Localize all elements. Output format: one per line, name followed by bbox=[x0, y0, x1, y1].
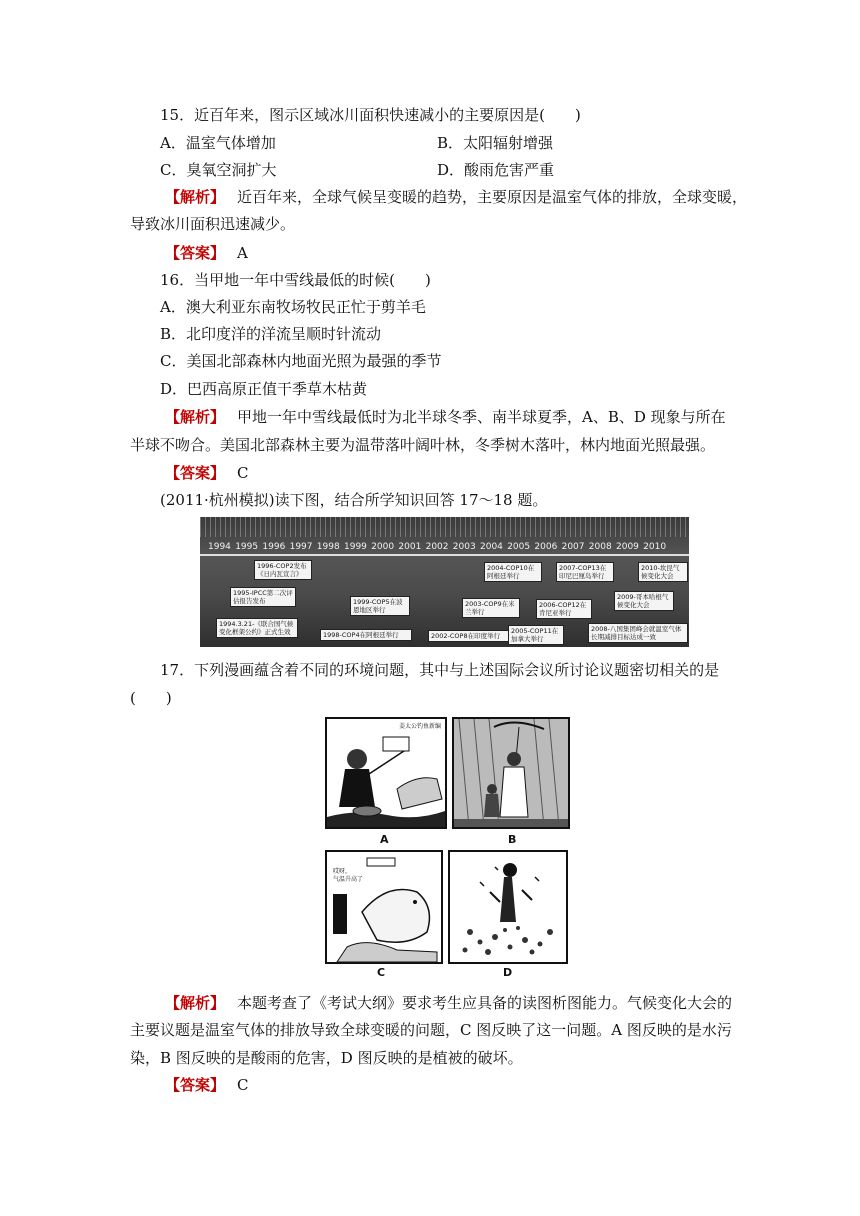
timeline-year-label: 1998 bbox=[316, 542, 340, 552]
q16-option-d: D．巴西高原正值干季草木枯黄 bbox=[160, 380, 368, 398]
timeline-event: 1996-COP2发布《日内瓦宣言》 bbox=[254, 560, 312, 580]
q16-option-c: C．美国北部森林内地面光照为最强的季节 bbox=[160, 352, 442, 370]
timeline-year-label: 2007 bbox=[561, 542, 585, 552]
q17-stem-line2: ( ) bbox=[130, 689, 172, 707]
timeline-year-label: 2009 bbox=[616, 542, 639, 552]
timeline-event: 2007-COP13在印尼巴厘岛举行 bbox=[556, 562, 614, 582]
fisherman-illustration bbox=[327, 719, 445, 827]
q17-stem-line1: 17．下列漫画蕴含着不同的环境问题，其中与上述国际会议所讨论议题密切相关的是 bbox=[160, 661, 720, 679]
timeline-year-label: 2004 bbox=[480, 542, 503, 552]
answer-tag: 【答案】 bbox=[165, 1076, 226, 1094]
timeline-year-label: 1995 bbox=[235, 542, 259, 552]
timeline-event: 2005-COP11在加拿大举行 bbox=[508, 625, 564, 645]
timeline-ruler bbox=[200, 517, 689, 537]
q17-answer bbox=[165, 1074, 249, 1096]
timeline-axis bbox=[200, 554, 689, 556]
q16-option-b: B．北印度洋的洋流呈顺时针流动 bbox=[160, 325, 382, 343]
acid-rain-illustration bbox=[454, 719, 568, 827]
timeline-year-label: 1994 bbox=[208, 542, 231, 552]
q15-answer bbox=[165, 242, 248, 264]
timeline-event: 2009-哥本哈根气候变化大会 bbox=[614, 591, 674, 611]
timeline-event: 1999-COP5在波恩地区举行 bbox=[350, 596, 410, 616]
timeline-event: 2006-COP12在肯尼亚举行 bbox=[536, 599, 592, 619]
timeline-year-label: 2000 bbox=[371, 542, 395, 552]
q15-analysis bbox=[165, 186, 747, 208]
timeline-year-label: 1997 bbox=[289, 542, 313, 552]
q15-option-b: B．太阳辐射增强 bbox=[437, 134, 554, 152]
answer-tag: 【答案】 bbox=[165, 464, 226, 482]
q16-stem: 16．当甲地一年中雪线最低的时候( ) bbox=[160, 271, 431, 289]
answer-tag: 【答案】 bbox=[165, 244, 226, 262]
q15-stem: 15．近百年来，图示区域冰川面积快速减小的主要原因是( ) bbox=[160, 106, 581, 124]
cartoon-c-caption: C bbox=[377, 966, 386, 979]
q16-answer bbox=[165, 462, 249, 484]
q15-answer-value: A bbox=[237, 244, 248, 262]
timeline-event: 1994.3.21-《联合国气候变化框架公约》正式生效 bbox=[216, 618, 298, 638]
timeline-event: 2003-COP9在米兰举行 bbox=[462, 598, 520, 618]
q16-analysis bbox=[165, 406, 726, 428]
timeline-event: 2004-COP10在阿根廷举行 bbox=[484, 562, 542, 582]
cartoon-a-sign: 姜太公钓鱼新编 bbox=[399, 723, 442, 730]
q16-answer-value: C bbox=[237, 464, 249, 482]
timeline-year-label: 1999 bbox=[344, 542, 367, 552]
cartoon-c-global-warming bbox=[325, 850, 443, 964]
q17-analysis bbox=[165, 992, 732, 1014]
timeline-year-label: 2006 bbox=[534, 542, 558, 552]
q15-option-a: A．温室气体增加 bbox=[160, 134, 276, 152]
q15-analysis-line1: 近百年来，全球气候呈变暖的趋势，主要原因是温室气体的排放，全球变暖， bbox=[237, 188, 748, 206]
intro-text: (2011·杭州模拟)读下图，结合所学知识回答 17～18 题。 bbox=[160, 491, 548, 509]
q16-option-a: A．澳大利亚东南牧场牧民正忙于剪羊毛 bbox=[160, 298, 426, 316]
timeline-year-label: 2008 bbox=[588, 542, 612, 552]
cartoon-a-caption: A bbox=[380, 833, 389, 846]
q16-analysis-line2: 半球不吻合。美国北部森林主要为温带落叶阔叶林，冬季树木落叶，林内地面光照最强。 bbox=[130, 436, 716, 454]
q17-analysis-line1: 本题考查了《考试大纲》要求考生应具备的读图析图能力。气候变化大会的 bbox=[237, 994, 733, 1012]
timeline-year-label: 1996 bbox=[262, 542, 286, 552]
timeline-event: 2002-COP8在印度举行 bbox=[428, 630, 512, 642]
analysis-tag: 【解析】 bbox=[165, 994, 226, 1012]
timeline-year-label: 2001 bbox=[398, 542, 422, 552]
timeline-event: 2008-八国集团峰会就温室气体长期减排目标达成一致 bbox=[588, 623, 688, 643]
q15-option-c: C．臭氧空洞扩大 bbox=[160, 161, 277, 179]
timeline-year-label: 2005 bbox=[507, 542, 531, 552]
timeline-event: 1998-COP4在阿根廷举行 bbox=[320, 629, 412, 641]
timeline-event: 1995-IPCC第二次评估报告发布 bbox=[230, 587, 296, 607]
q16-analysis-line1: 甲地一年中雪线最低时为北半球冬季、南半球夏季，A、B、D 现象与所在 bbox=[237, 408, 726, 426]
cartoon-c-speech: 哎呀， 气温升高了 bbox=[333, 868, 364, 883]
cartoon-b-caption: B bbox=[508, 833, 517, 846]
deforestation-illustration bbox=[450, 852, 566, 962]
cartoon-d-caption: D bbox=[503, 966, 513, 979]
timeline-event: 2010-坎昆气候变化大会 bbox=[638, 562, 688, 582]
cartoon-b-acid-rain bbox=[452, 717, 570, 829]
climate-conference-timeline bbox=[200, 517, 689, 647]
q15-analysis-line2: 导致冰川面积迅速减少。 bbox=[130, 215, 296, 233]
timeline-year-label: 2010 bbox=[643, 542, 667, 552]
analysis-tag: 【解析】 bbox=[165, 188, 226, 206]
q17-analysis-line3: 染，B 图反映的是酸雨的危害，D 图反映的是植被的破坏。 bbox=[130, 1049, 523, 1067]
q15-option-d: D．酸雨危害严重 bbox=[437, 161, 555, 179]
timeline-year-label: 2002 bbox=[425, 542, 449, 552]
q17-answer-value: C bbox=[237, 1076, 249, 1094]
cartoon-d-vegetation-destruction bbox=[448, 850, 568, 964]
timeline-year-label: 2003 bbox=[452, 542, 476, 552]
q17-analysis-line2: 主要议题是温室气体的排放导致全球变暖的问题，C 图反映了这一问题。A 图反映的是水污 bbox=[130, 1021, 732, 1039]
analysis-tag: 【解析】 bbox=[165, 408, 226, 426]
cartoon-a-water-pollution bbox=[325, 717, 447, 829]
